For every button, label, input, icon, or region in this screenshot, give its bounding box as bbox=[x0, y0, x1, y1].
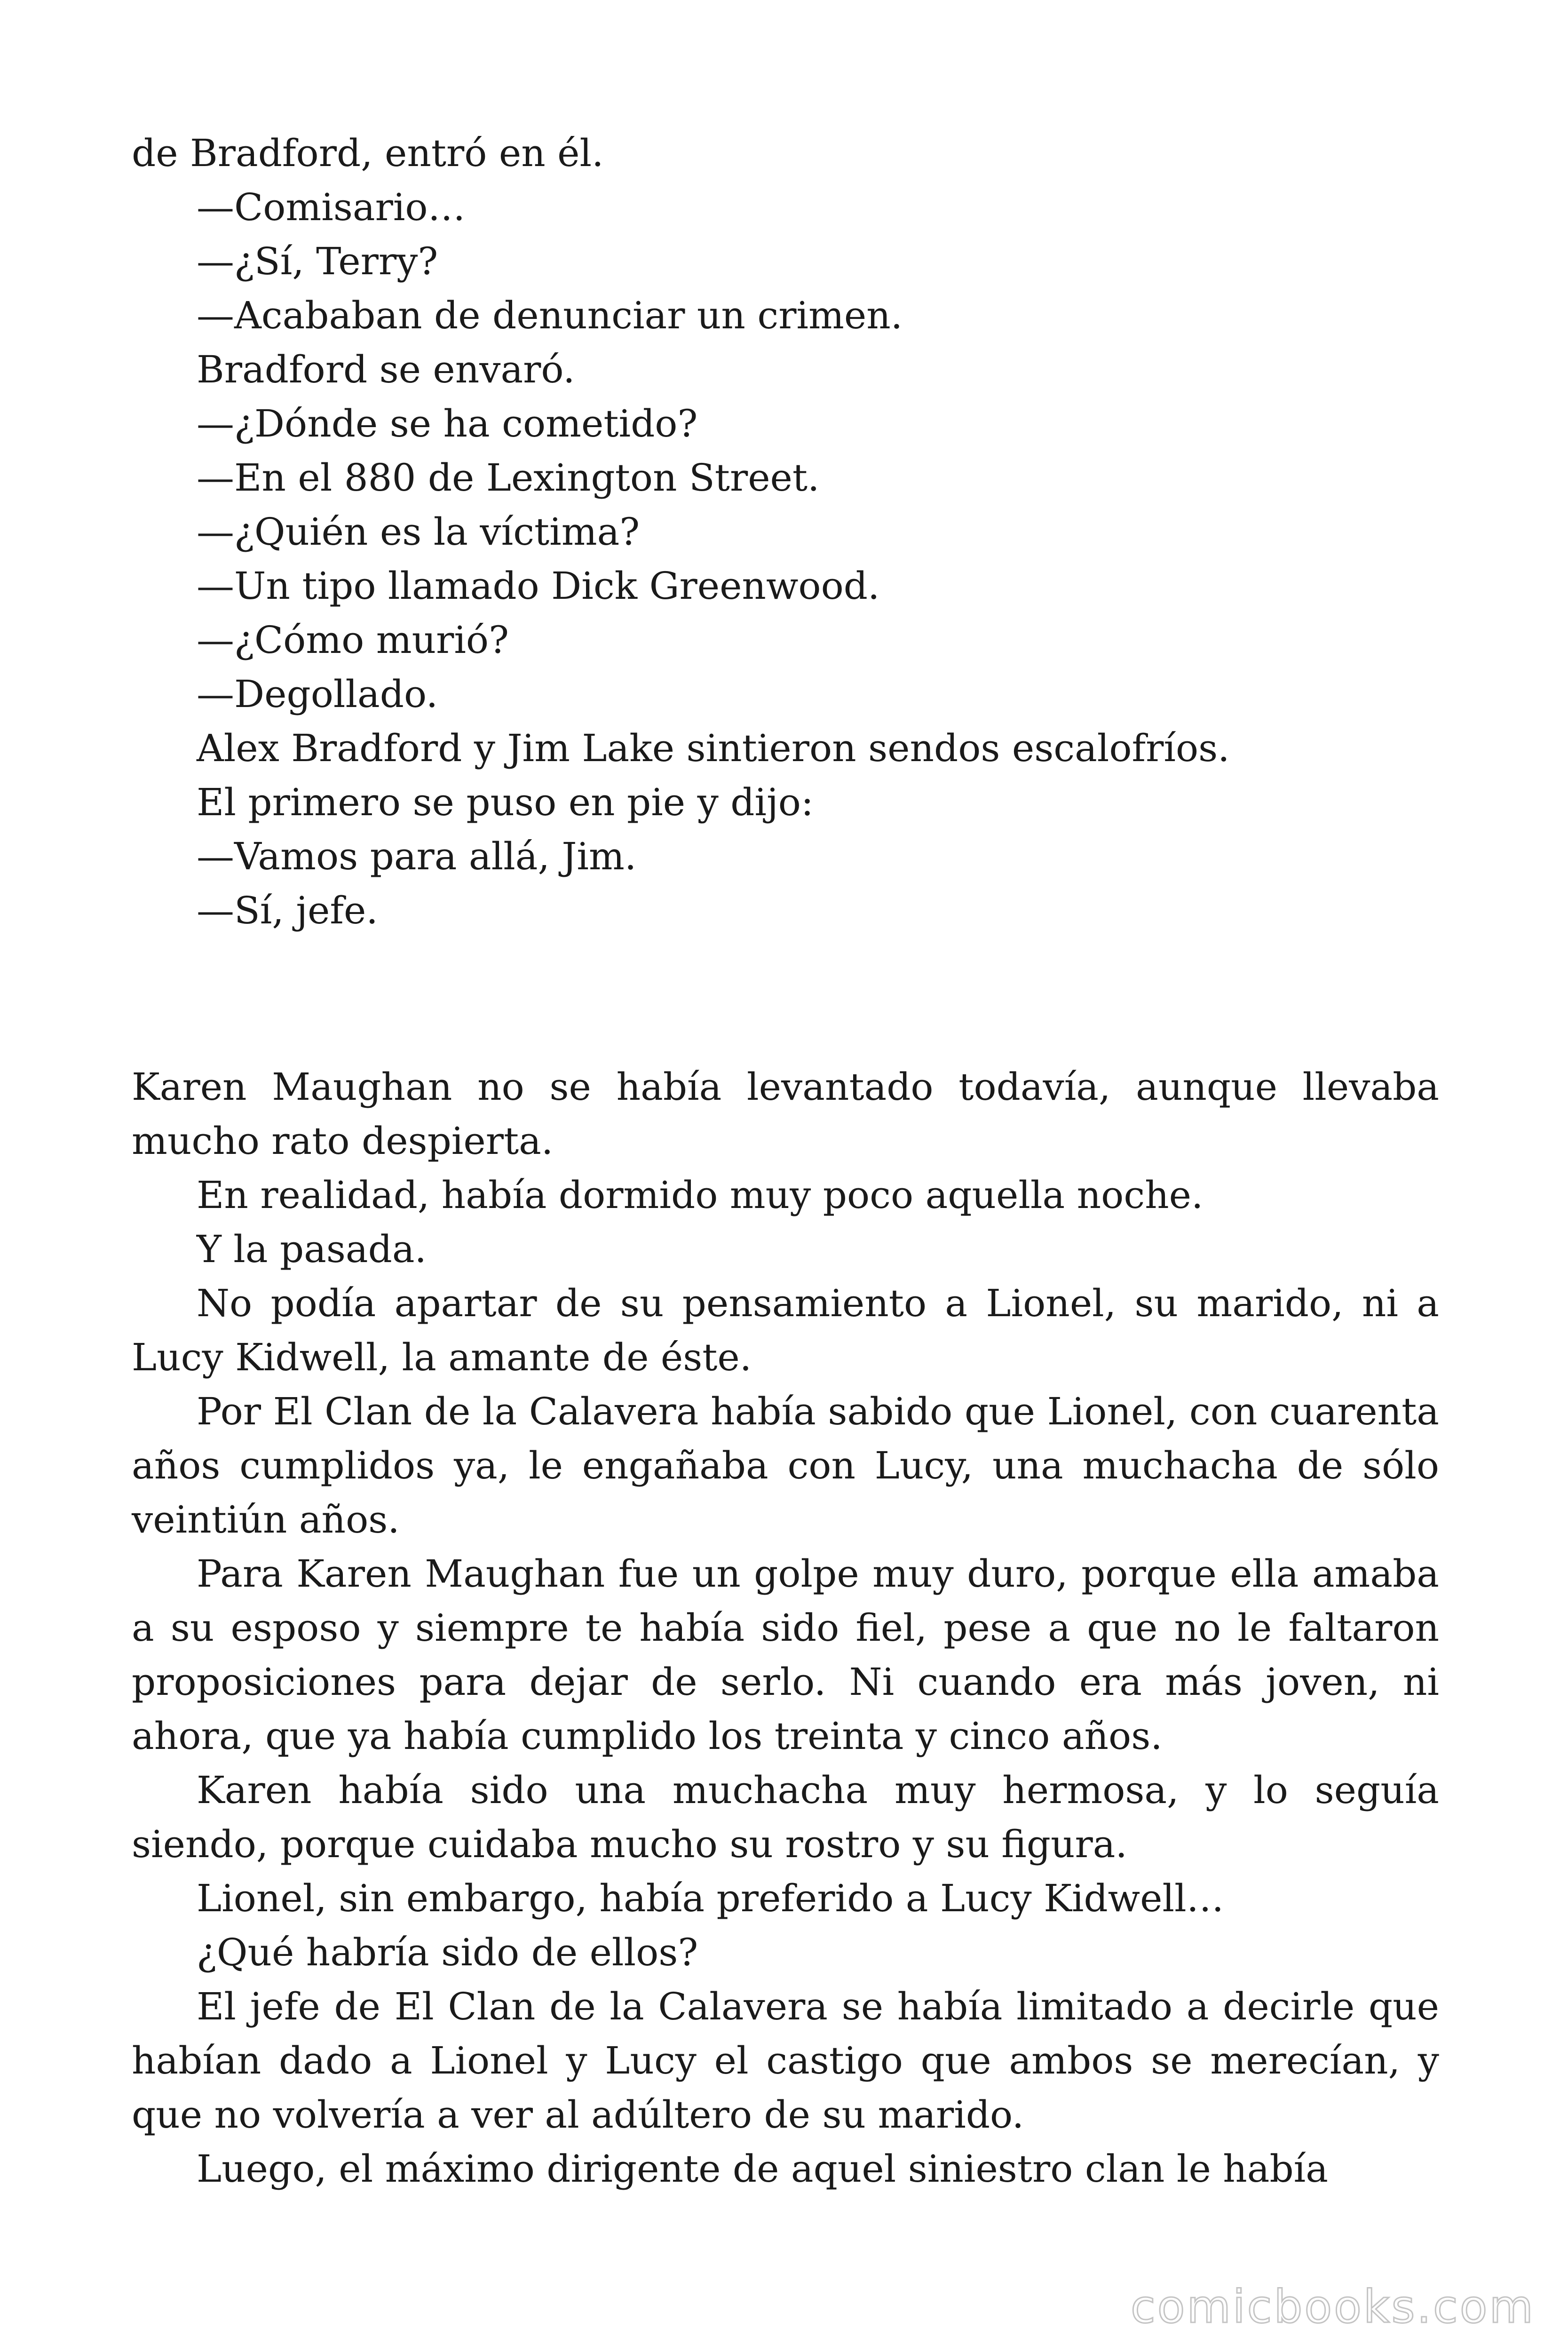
page-body bbox=[132, 126, 1439, 2196]
paragraph: El primero se puso en pie y dijo: bbox=[197, 780, 814, 824]
dialogue-line: —En el 880 de Lexington Street. bbox=[197, 456, 820, 500]
paragraph: de Bradford, entró en él. bbox=[132, 131, 604, 175]
watermark: comicbooks.com bbox=[1130, 2280, 1535, 2333]
section-2 bbox=[132, 1060, 1439, 2196]
dialogue-line: —Degollado. bbox=[197, 672, 438, 716]
dialogue-line: —¿Quién es la víctima? bbox=[197, 510, 640, 554]
paragraph: Para Karen Maughan fue un golpe muy duro, porque ella amaba a su esposo y siempre te había sido fiel, pese a que no le faltaron proposiciones para dejar de serlo. Ni cuando era más joven, ni ahora, que ya había cumplido los treinta y cinco años. bbox=[132, 1552, 1439, 1758]
dialogue-line: —¿Dónde se ha cometido? bbox=[197, 402, 698, 445]
paragraph: En realidad, había dormido muy poco aquella noche. bbox=[197, 1173, 1204, 1217]
paragraph: Luego, el máximo dirigente de aquel siniestro clan le había bbox=[197, 2147, 1328, 2191]
dialogue-line: —¿Cómo murió? bbox=[197, 618, 509, 662]
dialogue-line: —Vamos para allá, Jim. bbox=[197, 834, 637, 878]
paragraph: Lionel, sin embargo, había preferido a Lucy Kidwell… bbox=[197, 1876, 1224, 1920]
section-break bbox=[132, 938, 1439, 1060]
dialogue-line: —¿Sí, Terry? bbox=[197, 239, 438, 283]
paragraph: Por El Clan de la Calavera había sabido que Lionel, con cuarenta años cumplidos ya, le engañaba con Lucy, una muchacha de sólo veintiún años. bbox=[132, 1390, 1439, 1542]
paragraph: Bradford se envaró. bbox=[197, 348, 575, 391]
paragraph: Alex Bradford y Jim Lake sintieron sendos escalofríos. bbox=[197, 726, 1230, 770]
paragraph: No podía apartar de su pensamiento a Lionel, su marido, ni a Lucy Kidwell, la amante de éste. bbox=[132, 1281, 1439, 1379]
dialogue-line: —Sí, jefe. bbox=[197, 889, 378, 932]
section-1 bbox=[132, 126, 1439, 938]
dialogue-line: —Comisario… bbox=[197, 185, 466, 229]
dialogue-line: —Acababan de denunciar un crimen. bbox=[197, 294, 903, 337]
dialogue-line: —Un tipo llamado Dick Greenwood. bbox=[197, 564, 880, 608]
paragraph: Karen Maughan no se había levantado todavía, aunque llevaba mucho rato despierta. bbox=[132, 1065, 1439, 1163]
paragraph: ¿Qué habría sido de ellos? bbox=[197, 1931, 698, 1974]
paragraph: El jefe de El Clan de la Calavera se había limitado a decirle que habían dado a Lionel y Lucy el castigo que ambos se merecían, y que no volvería a ver al adúltero de su marido. bbox=[132, 1985, 1439, 2137]
paragraph: Karen había sido una muchacha muy hermosa, y lo seguía siendo, porque cuidaba mucho su rostro y su figura. bbox=[132, 1768, 1439, 1866]
paragraph: Y la pasada. bbox=[197, 1227, 427, 1271]
